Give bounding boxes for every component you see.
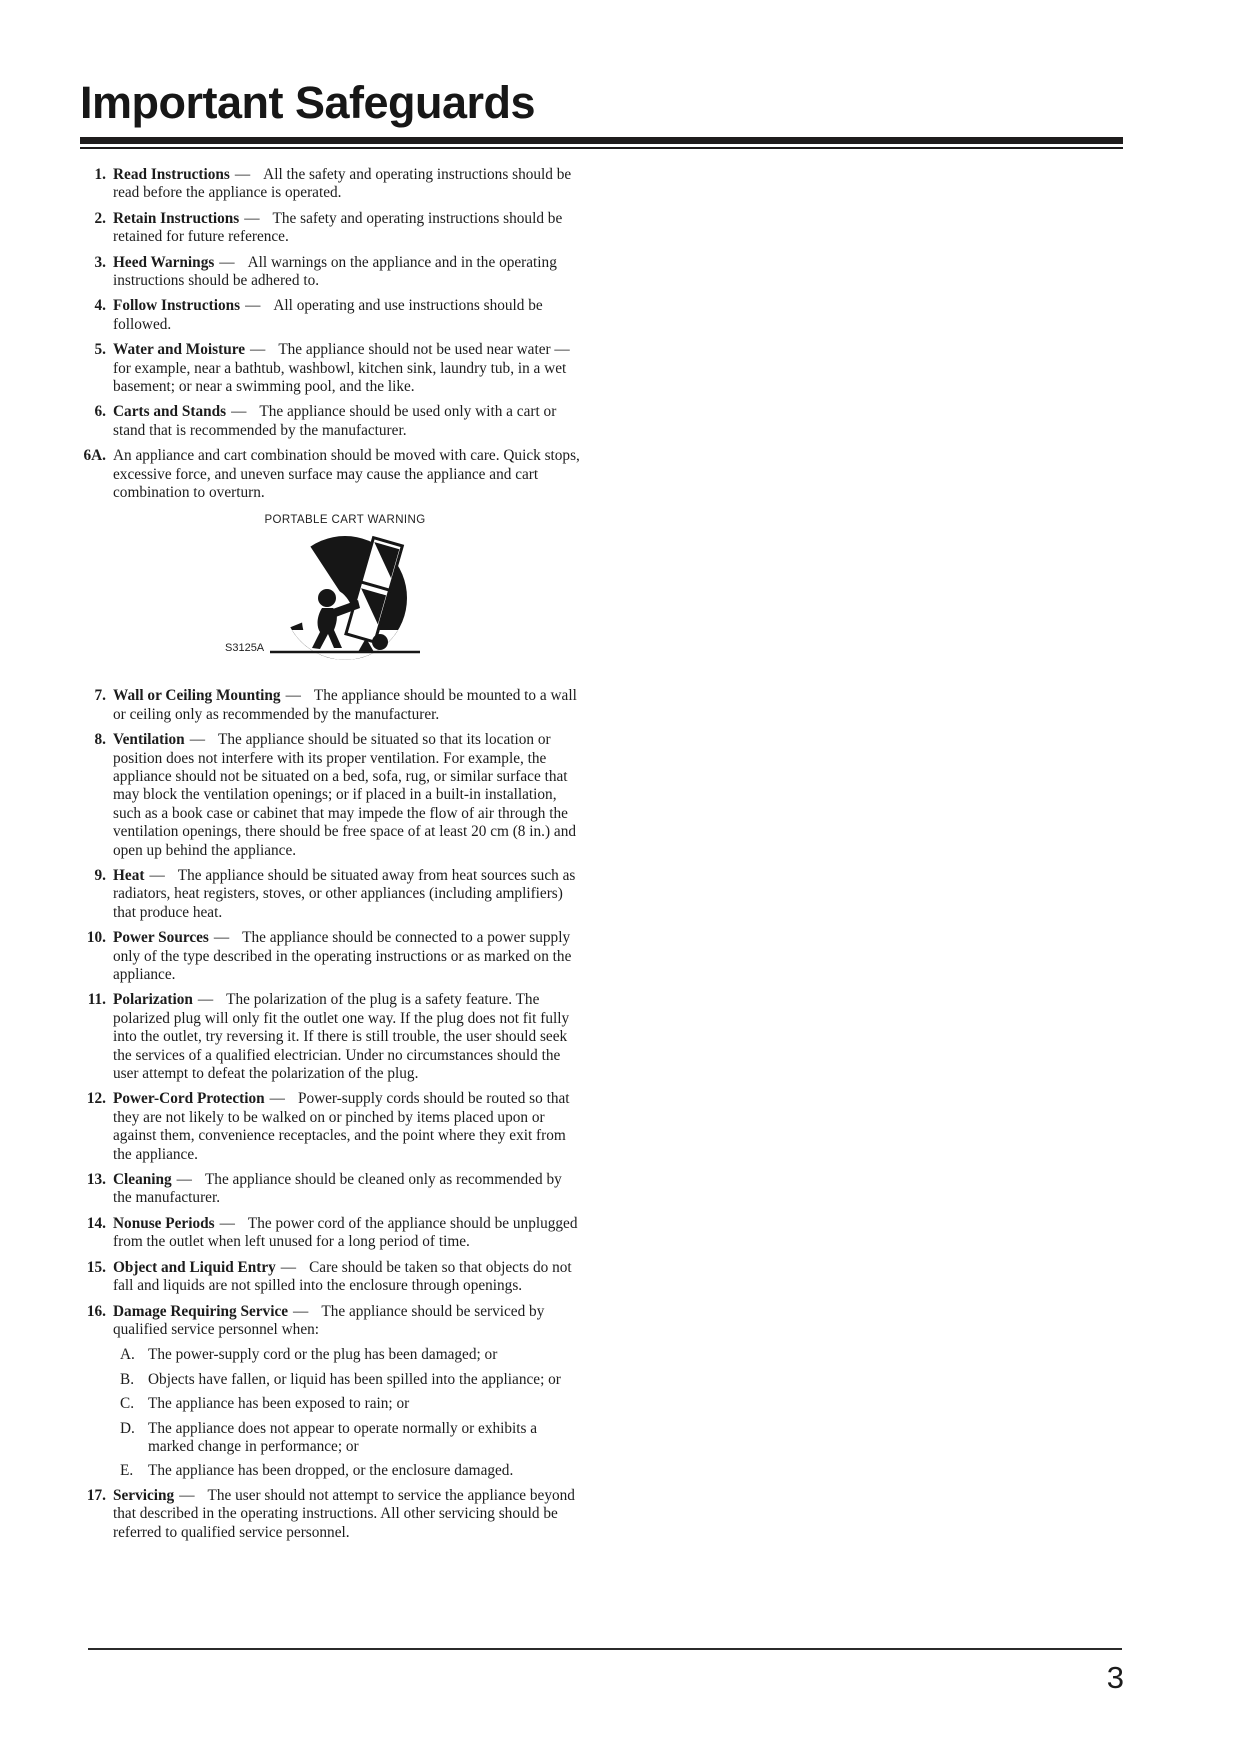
item-heading: Nonuse Periods [113, 1214, 215, 1232]
item-heading: Read Instructions [113, 166, 230, 183]
page-header [80, 77, 1123, 149]
list-item [80, 929, 582, 984]
item-text [113, 210, 582, 247]
item-number: 14. [86, 1214, 106, 1232]
item-text [113, 991, 582, 1083]
page-number: 3 [1106, 1660, 1124, 1695]
item-text [113, 166, 582, 203]
list-item [80, 1487, 582, 1542]
list-item [80, 867, 582, 922]
item-heading: Carts and Stands [113, 403, 227, 421]
item-number: 13. [86, 1171, 106, 1189]
portable-cart-warning-icon [270, 534, 420, 664]
item-body: All the safety and operating instructions should be read before the appliance is operated. [113, 166, 572, 202]
item-body: Care should be taken so that objects do not fall and liquids are not spilled into the enclosure through openings. [113, 1258, 572, 1295]
list-item [80, 254, 582, 291]
safeguards-list [80, 166, 582, 1542]
item-text [113, 1303, 582, 1340]
item-dash: — [269, 1090, 285, 1108]
item-dash: — [219, 1214, 235, 1232]
item-body: The appliance should not be used near water — for example, near a bathtub, washbowl, kitchen sink, laundry tub, in a wet basement; or near a swimming pool, and the like. [113, 341, 570, 396]
item-dash: — [245, 297, 261, 315]
list-item [80, 1215, 582, 1252]
item-dash: — [179, 1486, 195, 1504]
item-heading: Wall or Ceiling Mounting [113, 687, 281, 705]
sub-item-text: The appliance has been exposed to rain; or [148, 1395, 410, 1413]
sub-list-item [120, 1371, 582, 1389]
item-body: All operating and use instructions should be followed. [113, 297, 543, 333]
sub-item-letter: D. [120, 1419, 135, 1437]
list-item [80, 687, 582, 724]
item-dash: — [189, 731, 205, 749]
sub-item-letter: A. [120, 1346, 135, 1364]
item-body: Power-supply cords should be routed so that they are not likely to be walked on or pinched by items placed upon or against them, convenience receptacles, and the point where they exit from the appliance. [113, 1090, 570, 1163]
item-body: The appliance should be used only with a cart or stand that is recommended by the manufacturer. [113, 403, 557, 439]
item-number: 15. [86, 1258, 106, 1276]
item-body: The appliance should be situated so that its location or position does not interfere with its proper ventilation. For example, the appliance should not be situated on a bed, sofa, rug, or similar surface that may block the ventilation openings; or if placed in a built-in installation, such as a book case or cabinet that may impede the flow of air through the ventilation openings, there should be free space of at least 20 cm (8 in.) and open up behind the appliance. [113, 731, 577, 859]
item-number: 8. [94, 731, 106, 749]
item-heading: Ventilation [113, 731, 185, 749]
item-heading: Heat [113, 866, 145, 884]
item-text [113, 929, 582, 984]
item-heading: Polarization [113, 991, 193, 1009]
sub-item-text: The power-supply cord or the plug has been damaged; or [148, 1346, 498, 1364]
item-heading: Follow Instructions [113, 297, 241, 315]
item-text [113, 1259, 582, 1296]
cart-warning-code: S3125A [225, 641, 265, 654]
item-body: The appliance should be mounted to a wall or ceiling only as recommended by the manufacturer. [113, 687, 577, 723]
item-number: 3. [94, 253, 106, 271]
item-body: An appliance and cart combination should be moved with care. Quick stops, excessive force, and uneven surface may cause the appliance and cart combination to overturn. [113, 447, 580, 502]
item-heading: Servicing [113, 1486, 175, 1504]
item-text [113, 447, 582, 502]
item-number: 2. [94, 209, 106, 227]
footer-rule [88, 1648, 1122, 1650]
item-text [113, 403, 582, 440]
item-body: All warnings on the appliance and in the operating instructions should be adhered to. [113, 253, 557, 290]
sub-list-item [120, 1462, 582, 1480]
item-dash: — [149, 866, 165, 884]
sub-item-letter: E. [120, 1462, 134, 1480]
item-number: 4. [94, 297, 106, 315]
item-number: 7. [94, 687, 106, 705]
item-number: 10. [86, 929, 106, 947]
item-number: 16. [86, 1302, 106, 1320]
cart-warning-label: PORTABLE CART WARNING [264, 513, 426, 526]
item-dash: — [197, 991, 214, 1009]
item-text [113, 297, 582, 334]
list-item [80, 1171, 582, 1208]
item-heading: Power-Cord Protection [113, 1090, 265, 1108]
list-item [80, 447, 582, 502]
item-number: 9. [94, 866, 106, 884]
item-heading: Heed Warnings [113, 253, 215, 271]
page-title: Important Safeguards [80, 77, 536, 128]
sub-item-letter: C. [120, 1395, 135, 1413]
sub-item-text: The appliance has been dropped, or the enclosure damaged. [148, 1462, 514, 1480]
list-item [80, 403, 582, 440]
item-body: The safety and operating instructions should be retained for future reference. [113, 209, 563, 246]
item-number: 6A. [83, 447, 106, 465]
sub-list-item [120, 1346, 582, 1364]
item-dash: — [280, 1258, 297, 1276]
item-body: The appliance should be connected to a power supply only of the type described in the operating instructions or as marked on the appliance. [113, 929, 572, 983]
item-text [113, 254, 582, 291]
item-heading: Power Sources [113, 929, 209, 947]
list-item [80, 991, 582, 1083]
list-item [80, 731, 582, 860]
item-heading: Retain Instructions [113, 209, 240, 227]
sub-item-text: The appliance does not appear to operate normally or exhibits a marked change in performance; or [148, 1419, 538, 1455]
item-text [113, 1171, 582, 1208]
item-dash: — [231, 403, 247, 421]
portable-cart-warning-figure [185, 511, 505, 670]
item-text [113, 687, 582, 724]
item-dash: — [244, 209, 260, 227]
list-item [80, 297, 582, 334]
item-body: The power cord of the appliance should be unplugged from the outlet when left unused for a long period of time. [113, 1214, 578, 1251]
sub-list-item [120, 1395, 582, 1413]
sub-list-item [120, 1420, 582, 1457]
item-heading: Damage Requiring Service [113, 1302, 289, 1320]
item-dash: — [250, 341, 266, 359]
item-number: 17. [86, 1486, 106, 1504]
item-body: The appliance should be cleaned only as recommended by the manufacturer. [113, 1171, 562, 1207]
item-number: 12. [86, 1090, 106, 1108]
item-dash: — [176, 1171, 192, 1189]
item-body: The appliance should be situated away from heat sources such as radiators, heat registers, stoves, or other appliances (including amplifiers) that produce heat. [113, 866, 576, 921]
item-heading: Cleaning [113, 1171, 172, 1189]
item-text [113, 1090, 582, 1164]
sub-item-text: Objects have fallen, or liquid has been spilled into the appliance; or [148, 1370, 561, 1388]
item-number: 5. [94, 341, 106, 359]
item-dash: — [213, 929, 230, 947]
list-item [80, 341, 582, 396]
list-item [80, 1303, 582, 1340]
item-text [113, 731, 582, 860]
item-heading: Object and Liquid Entry [113, 1258, 276, 1276]
sub-item-letter: B. [120, 1370, 135, 1388]
list-item [80, 210, 582, 247]
list-item [80, 166, 582, 203]
item-dash: — [293, 1302, 309, 1320]
item-number: 6. [94, 403, 106, 421]
item-heading: Water and Moisture [113, 341, 246, 359]
item-number: 1. [94, 166, 106, 183]
title-rule-thin [80, 147, 1123, 149]
item-number: 11. [87, 991, 106, 1009]
item-body: The appliance should be serviced by qualified service personnel when: [113, 1302, 545, 1338]
item-dash: — [285, 687, 301, 705]
item-dash: — [234, 166, 251, 183]
list-item [80, 1090, 582, 1164]
item-body: The user should not attempt to service the appliance beyond that described in the operating instructions. All other servicing should be referred to qualified service personnel. [113, 1486, 575, 1541]
list-item [80, 1259, 582, 1296]
item-body: The polarization of the plug is a safety feature. The polarized plug will only fit the outlet one way. If the plug does not fit fully into the outlet, try reversing it. If there is still trouble, the user should seek the services of a qualified electrician. Under no circumstances should the user attempt to defeat the polarization of the plug. [113, 991, 570, 1083]
item-text [113, 1487, 582, 1542]
item-dash: — [219, 253, 235, 271]
item-text [113, 867, 582, 922]
item-text [113, 1215, 582, 1252]
item-text [113, 341, 582, 396]
title-rule-thick [80, 137, 1123, 144]
